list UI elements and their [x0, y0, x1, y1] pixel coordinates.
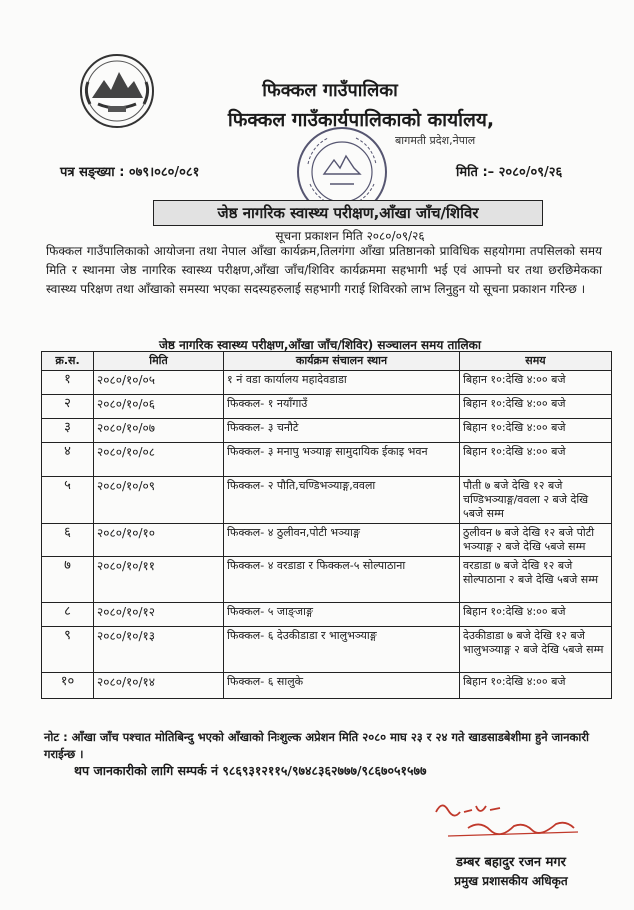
row-date: २०८०/१०/१२	[94, 603, 224, 627]
column-header: कार्यक्रम संचालन स्थान	[224, 352, 460, 371]
row-place: फिक्कल- ४ ठुलीवन,पोटी भञ्याङ्ग	[224, 524, 460, 557]
row-date: २०८०/१०/०६	[94, 395, 224, 419]
row-date: २०८०/१०/०७	[94, 419, 224, 443]
row-place: फिक्कल- ५ जाङ्जाङ्ग	[224, 603, 460, 627]
row-serial: ३	[42, 419, 94, 443]
row-serial: ६	[42, 524, 94, 557]
row-place: फिक्कल- ६ देउकीडाडा र भालुभञ्याङ्ग	[224, 627, 460, 673]
table-title: जेष्ठ नागरिक स्वास्थ्य परीक्षण,आँखा जाँच/शिविर) सञ्चालन समय तालिका	[159, 338, 481, 352]
column-header: समय	[460, 352, 612, 371]
government-emblem-icon	[78, 52, 156, 130]
row-date: २०८०/१०/०९	[94, 477, 224, 524]
table-row	[42, 419, 612, 443]
row-time: बिहान १०:देखि ४:०० बजे	[460, 443, 612, 477]
row-time: बिहान १०:देखि ४:०० बजे	[460, 395, 612, 419]
publish-date: सूचना प्रकाशन मिति २०८०/०९/२६	[275, 229, 425, 243]
row-date: २०८०/१०/११	[94, 557, 224, 603]
table-row	[42, 443, 612, 477]
handwritten-signature	[428, 792, 588, 842]
row-serial: १०	[42, 673, 94, 699]
office-name: फिक्कल गाउँकार्यपालिकाको कार्यालय,	[227, 109, 495, 131]
row-serial: १	[42, 371, 94, 395]
row-time: बिहान १०:देखि ४:०० बजे	[460, 371, 612, 395]
letter-date: मिति :– २०८०/०९/२६	[456, 165, 563, 180]
row-serial: ५	[42, 477, 94, 524]
table-row	[42, 627, 612, 673]
column-header: क्र.स.	[42, 352, 94, 371]
notice-title: जेष्ठ नागरिक स्वास्थ्य परीक्षण,आँखा जाँच/शिविर	[153, 200, 543, 226]
row-place: फिक्कल- ३ चनौटे	[224, 419, 460, 443]
row-place: फिक्कल- २ पौति,चण्डिभञ्याङ्ग,ववला	[224, 477, 460, 524]
row-place: १ नं वडा कार्यालय महादेवडाडा	[224, 371, 460, 395]
org-name: फिक्कल गाउँपालिका	[262, 80, 398, 101]
row-place: फिक्कल- ३ मनापु भञ्याङ्ग सामुदायिक ईकाइ भवन	[224, 443, 460, 477]
row-serial: ४	[42, 443, 94, 477]
table-row	[42, 603, 612, 627]
row-time: बिहान १०:देखि ४:०० बजे	[460, 673, 612, 699]
table-row	[42, 395, 612, 419]
table-row	[42, 524, 612, 557]
row-date: २०८०/१०/१४	[94, 673, 224, 699]
table-row	[42, 371, 612, 395]
row-time: बिहान १०:देखि ४:०० बजे	[460, 603, 612, 627]
row-time: बिहान १०:देखि ४:०० बजे	[460, 419, 612, 443]
schedule-table	[41, 351, 612, 699]
row-date: २०८०/१०/०५	[94, 371, 224, 395]
row-serial: ७	[42, 557, 94, 603]
province-label: बागमती प्रदेश,नेपाल	[395, 134, 476, 147]
row-date: २०८०/१०/१०	[94, 524, 224, 557]
table-row	[42, 477, 612, 524]
row-time: वरडाडा ७ बजे देखि १२ बजे सोल्पाठाना २ बजे देखि ५बजे सम्म	[460, 557, 612, 603]
row-date: २०८०/१०/०८	[94, 443, 224, 477]
row-time: देउकीडाडा ७ बजे देखि १२ बजे भालुभञ्याङ्ग २ बजे देखि ५बजे सम्म	[460, 627, 612, 673]
column-header: मिति	[94, 352, 224, 371]
row-serial: ८	[42, 603, 94, 627]
row-serial: ९	[42, 627, 94, 673]
table-row	[42, 557, 612, 603]
contact-numbers: थप जानकारीको लागि सम्पर्क नं ९८६९३१२११५/९७४८३६२७७७/९८६७०५१५७७	[74, 763, 427, 778]
table-header-row	[42, 352, 612, 371]
row-place: फिक्कल- ६ सालुके	[224, 673, 460, 699]
reference-number: पत्र सङ्ख्या : ०७९।०८०/०८१	[60, 165, 200, 180]
row-place: फिक्कल- १ नयाँगाउँ	[224, 395, 460, 419]
table-row	[42, 673, 612, 699]
signer-name: डम्बर बहादुर रजन मगर	[456, 855, 566, 870]
row-serial: २	[42, 395, 94, 419]
row-time: ठुलीवन ७ बजे देखि १२ बजे पोटी भञ्याङ्ग २ बजे देखि ५बजे सम्म	[460, 524, 612, 557]
signer-title: प्रमुख प्रशासकीय अधिकृत	[454, 874, 568, 888]
row-time: पौती ७ बजे देखि १२ बजे चण्डिभञ्याङ्ग/ववला २ बजे देखि ५बजे सम्म	[460, 477, 612, 524]
row-date: २०८०/१०/१३	[94, 627, 224, 673]
note-text: नोट : आँखा जाँच पश्चात मोतिबिन्दु भएको आँखाको निःशुल्क अप्रेशन मिति २०८० माघ २३ र २४ गते खाडसाडबेशीमा हुने जानकारी गराईन्छ ।	[44, 730, 590, 761]
notice-body: फिक्कल गाउँपालिकाको आयोजना तथा नेपाल आँखा कार्यक्रम,तिलगंगा आँखा प्रतिष्ठानको प्राविधिक सहयोगमा तपसिलको समय मिति र स्थानमा जेष्ठ नागरिक स्वास्थ्य परीक्षण,आँखा जाँच/शिविर कार्यक्रममा सहभागी भई एवं आफ्नो घर तथा छरछिमेकका स्वास्थ्य परिक्षण तथा आँखाको समस्या भएका सदस्यहरुलाई सहभागी गराई शिविरको लाभ लिनुहुन यो सूचना प्रकाशन गरिन्छ ।	[46, 244, 602, 296]
row-place: फिक्कल- ४ वरडाडा र फिक्कल-५ सोल्पाठाना	[224, 557, 460, 603]
